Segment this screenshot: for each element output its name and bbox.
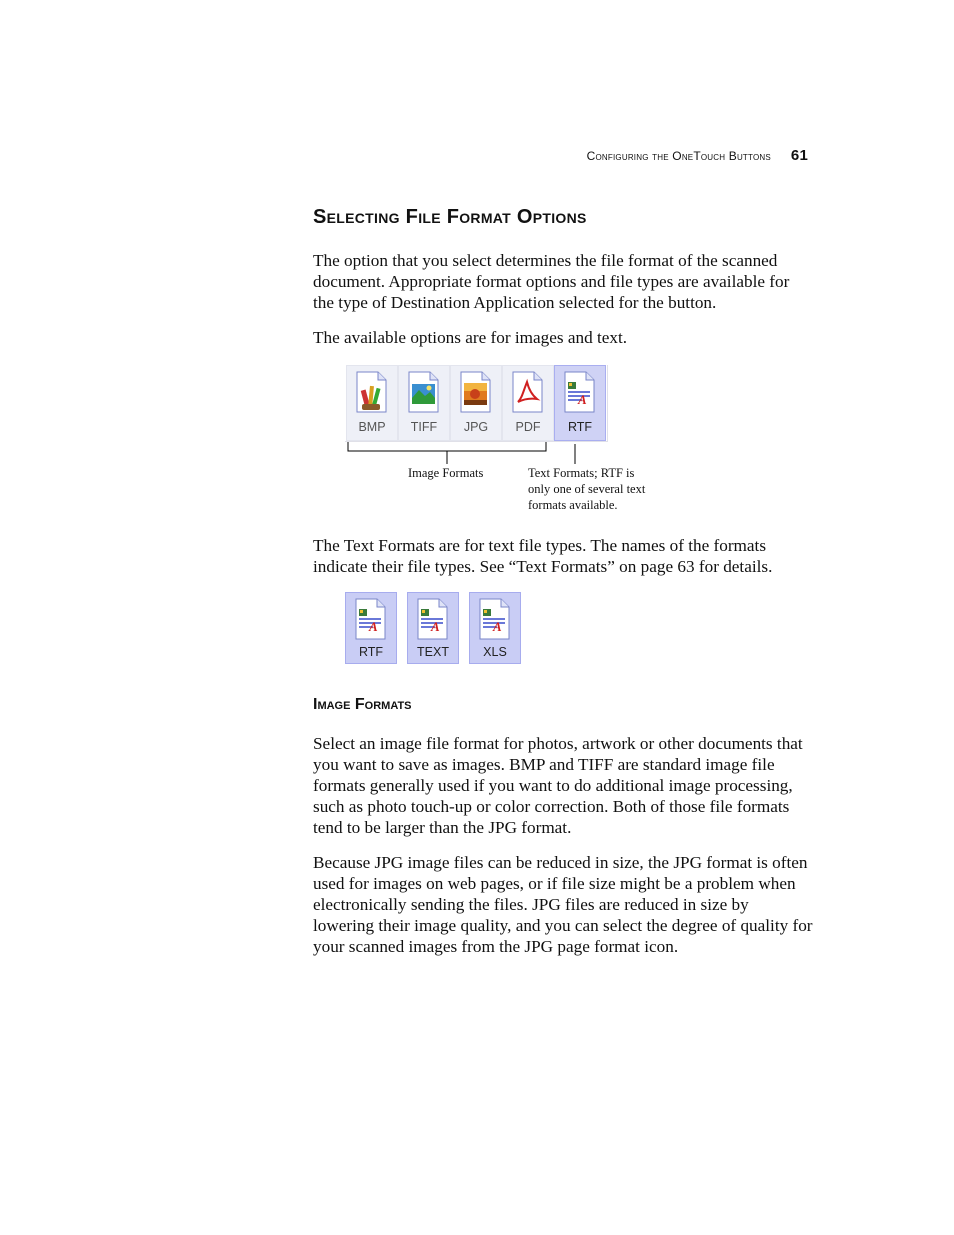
format-icon-bmp[interactable] [346, 365, 398, 441]
paragraph: The Text Formats are for text file types. The names of the formats indicate their file types. See “Text Formats” on page 63 for details. [313, 536, 773, 576]
pdf-document-icon [510, 370, 546, 414]
format-label: RTF [567, 420, 593, 434]
format-icon-text[interactable] [407, 592, 459, 664]
subsection-title: Image Formats [313, 696, 412, 713]
format-label: BMP [358, 420, 386, 434]
text-document-icon [353, 597, 389, 641]
format-icon-rtf[interactable] [554, 365, 606, 441]
format-icon-jpg[interactable] [450, 365, 502, 441]
paint-brush-icon [354, 370, 390, 414]
caption-image-formats: Image Formats [408, 466, 484, 480]
section-title: Selecting File Format Options [313, 206, 587, 228]
caption-text-formats: Text Formats; RTF is only one of several text formats available. [528, 466, 646, 512]
text-document-icon [415, 597, 451, 641]
paragraph: The option that you select determines the file format of the scanned document. Appropriate format options and file types are available for the type of Destination Application selected for the button. [313, 251, 790, 312]
paragraph: The available options are for images and text. [313, 328, 628, 347]
format-icon-tiff[interactable] [398, 365, 450, 441]
paragraph: Because JPG image files can be reduced in size, the JPG format is often used for images on web pages, or if file size might be a problem when electronically sending the files. JPG files are reduced in size by lowering their image quality, and you can select the degree of quality for your scanned images from the JPG page format icon. [313, 853, 813, 956]
svg-text:A: A [493, 619, 502, 634]
paragraph: Select an image file format for photos, artwork or other documents that you want to save as images. BMP and TIFF are standard image file formats generally used if you want to do additional image processing, such as photo touch-up or color correction. Both of those file formats tend to be larger than the JPG format. [313, 734, 803, 837]
svg-text:A: A [431, 619, 440, 634]
format-label: RTF [358, 645, 384, 659]
photo-image-icon [458, 370, 494, 414]
format-icon-xls[interactable] [469, 592, 521, 664]
format-label: TIFF [410, 420, 438, 434]
format-icon-rtf[interactable] [345, 592, 397, 664]
format-icon-pdf[interactable] [502, 365, 554, 441]
format-label: JPG [463, 420, 489, 434]
landscape-image-icon [406, 370, 442, 414]
format-label: XLS [483, 645, 507, 659]
svg-text:A: A [369, 619, 378, 634]
image-formats-bracket [345, 440, 555, 466]
format-label: PDF [515, 420, 541, 434]
svg-text:A: A [578, 392, 587, 407]
format-icons-figure [345, 365, 608, 442]
text-document-icon [477, 597, 513, 641]
format-label: TEXT [417, 645, 449, 659]
running-title: Configuring the OneTouch Buttons [586, 149, 771, 163]
page-number: 61 [790, 147, 808, 164]
text-document-icon [562, 370, 598, 414]
text-formats-pointer [570, 443, 580, 465]
running-header [470, 147, 808, 164]
